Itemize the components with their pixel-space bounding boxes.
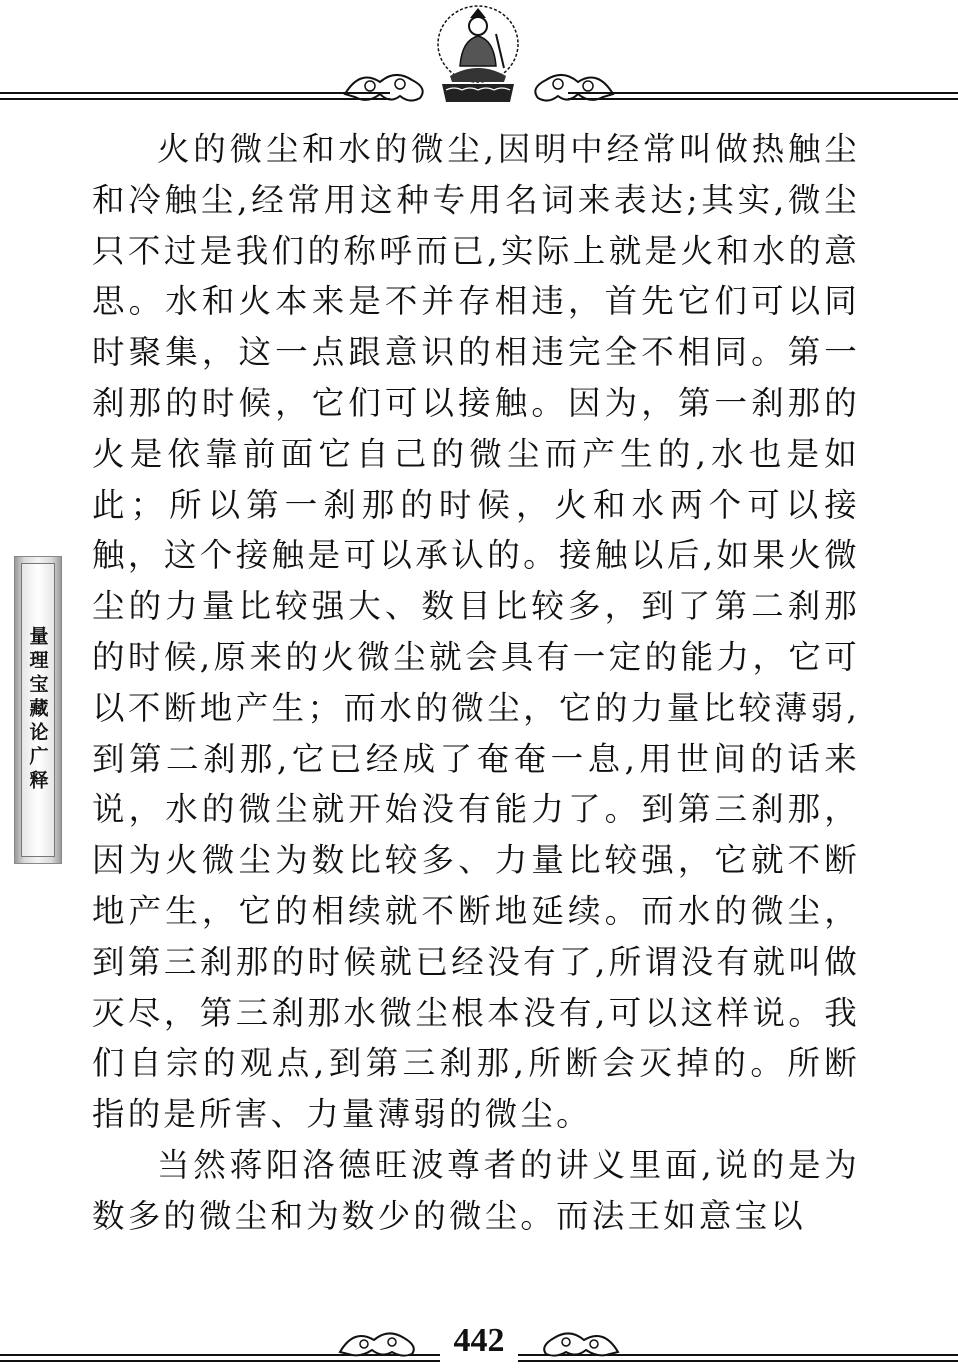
paragraph-1-text: 火的微尘和水的微尘,因明中经常叫做热触尘和冷触尘,经常用这种专用名词来表达;其实,微尘只不过是我们的称呼而已,实际上就是火和水的意思。水和火本来是不并存相违，首先它们可以同时聚集，这一点跟意识的相违完全不相同。第一刹那的时候，它们可以接触。因为，第一刹那的火是依靠前面它自己的微尘而产生的,水也是如此；所以第一刹那的时候，火和水两个可以接触，这个接触是可以承认的。接触以后,如果火微尘的力量比较强大、数目比较多，到了第二刹那的时候,原来的火微尘就会具有一定的能力，它可以不断地产生；而水的微尘，它的力量比较薄弱,到第二刹那,它已经成了奄奄一息,用世间的话来说，水的微尘就开始没有能力了。到第三刹那，因为火微尘为数比较多、力量比较强，它就不断地产生，它的相续就不断地延续。而水的微尘，到第三刹那的时候就已经没有了,所谓没有就叫做灭尽，第三刹那水微尘根本没有,可以这样说。我们自宗的观点,到第三刹那,所断会灭掉的。所断指的是所害、力量薄弱的微尘。 — [92, 130, 860, 1134]
header-rule-right-2 — [568, 98, 958, 100]
cloud-scroll-left-icon — [340, 64, 430, 104]
cloud-scroll-right-icon — [528, 64, 618, 104]
body-text — [92, 124, 860, 1242]
page-footer — [0, 1318, 958, 1369]
side-tab-inner — [21, 563, 55, 857]
page-header-ornament — [0, 0, 958, 110]
page-number: 442 — [453, 1322, 505, 1359]
paragraph-2-text: 当然蒋阳洛德旺波尊者的讲义里面,说的是为数多的微尘和为数少的微尘。而法王如意宝以 — [92, 1145, 860, 1235]
footer-rule-right-2 — [518, 1360, 958, 1362]
book-title: 量理宝藏论广释 — [26, 626, 49, 794]
header-rule-right — [568, 92, 958, 94]
book-title-side-tab — [14, 556, 62, 864]
paragraph-1 — [92, 124, 860, 1140]
footer-cloud-left-icon — [336, 1324, 420, 1358]
footer-cloud-right-icon — [538, 1324, 622, 1358]
header-rule-left-2 — [0, 98, 390, 100]
footer-rule-left-2 — [0, 1360, 440, 1362]
paragraph-2 — [92, 1140, 860, 1242]
header-rule-left — [0, 92, 390, 94]
padmasambhava-figure-icon — [430, 4, 526, 106]
